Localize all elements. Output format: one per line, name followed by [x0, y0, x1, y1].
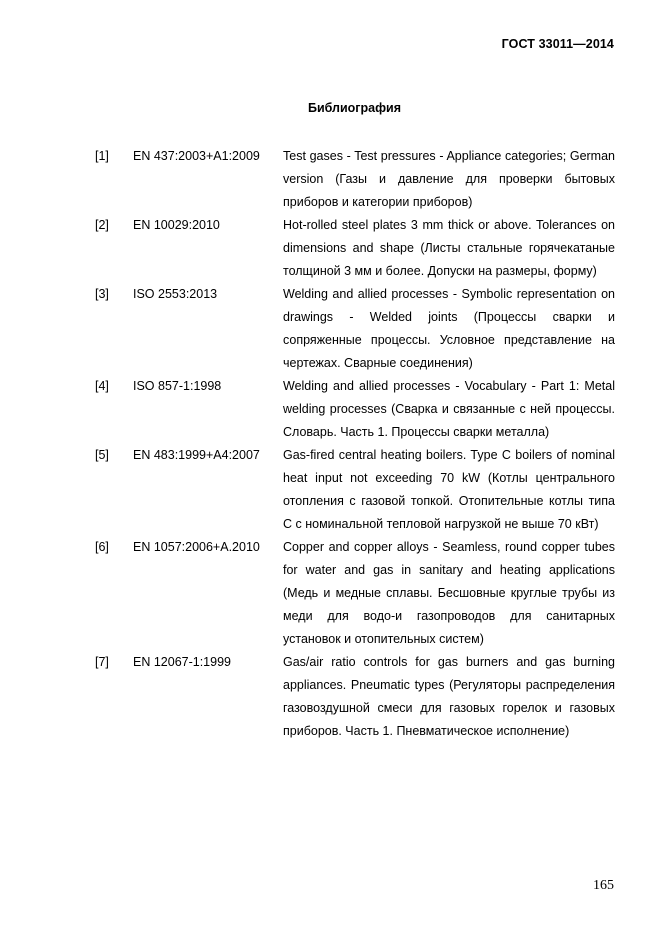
entry-code: ISO 857-1:1998	[133, 379, 222, 393]
bibliography-entry	[95, 444, 615, 536]
entry-code: EN 12067-1:1999	[133, 655, 231, 669]
entry-code: EN 483:1999+A4:2007	[133, 448, 260, 462]
entry-code: EN 10029:2010	[133, 218, 220, 232]
entry-description: Copper and copper alloys - Seamless, round copper tubes for water and gas in sanitary and heating applications (Медь и медные сплавы. Бесшовные круглые трубы из меди для водо-и газопроводов для санитарных установок и отопительных систем)	[283, 540, 615, 646]
entry-description: Welding and allied processes - Symbolic representation on drawings - Welded joints (Процессы сварки и сопряженные процессы. Условное представление на чертежах. Сварные соединения)	[283, 287, 615, 370]
entry-code: ISO 2553:2013	[133, 287, 218, 301]
entry-number: [1]	[95, 149, 109, 163]
entry-description: Test gases - Test pressures - Appliance categories; German version (Газы и давление для проверки бытовых приборов и категории приборов)	[283, 149, 615, 209]
entry-number: [2]	[95, 218, 109, 232]
entry-code: EN 437:2003+A1:2009	[133, 149, 260, 163]
entry-description: Gas-fired central heating boilers. Type C boilers of nominal heat input not exceeding 70 kW (Котлы центрального отопления с газовой топкой. Отопительные котлы типа С с номинальной тепловой нагрузкой не выше 70 кВт)	[283, 448, 615, 531]
bibliography-entry	[95, 283, 615, 375]
standard-header: ГОСТ 33011—2014	[501, 37, 614, 51]
entry-code: EN 1057:2006+A.2010	[133, 540, 260, 554]
bibliography-entry	[95, 145, 615, 214]
entry-description: Gas/air ratio controls for gas burners and gas burning appliances. Pneumatic types (Регуляторы распределения газовоздушной смеси для газовых горелок и газовых приборов. Часть 1. Пневматическое исполнение)	[283, 655, 615, 738]
bibliography-entry	[95, 375, 615, 444]
entry-number: [6]	[95, 540, 109, 554]
page-number: 165	[593, 878, 614, 893]
bibliography-entry	[95, 214, 615, 283]
page-title: Библиография	[307, 101, 402, 115]
entry-number: [3]	[95, 287, 109, 301]
entry-number: [7]	[95, 655, 109, 669]
entry-number: [4]	[95, 379, 109, 393]
bibliography-list	[95, 145, 615, 743]
entry-description: Hot-rolled steel plates 3 mm thick or above. Tolerances on dimensions and shape (Листы стальные горячекатаные толщиной 3 мм и более. Допуски на размеры, форму)	[283, 218, 615, 278]
bibliography-entry	[95, 536, 615, 651]
entry-description: Welding and allied processes - Vocabulary - Part 1: Metal welding processes (Сварка и связанные с ней процессы. Словарь. Часть 1. Процессы сварки металла)	[283, 379, 615, 439]
bibliography-entry	[95, 651, 615, 743]
entry-number: [5]	[95, 448, 109, 462]
